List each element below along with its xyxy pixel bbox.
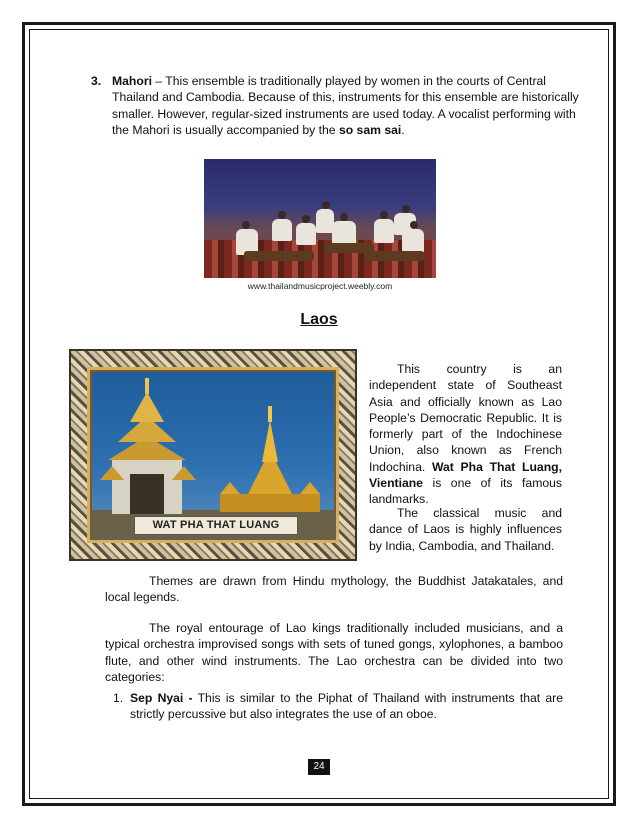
themes-paragraph xyxy=(105,573,563,606)
laos-intro-text2: is one of its famous landmarks. xyxy=(369,476,562,507)
royal-paragraph xyxy=(105,620,563,685)
sep-nyai-term: Sep Nyai - xyxy=(130,691,193,705)
sep-nyai-text: This is similar to the Piphat of Thailand with instruments that are strictly percussive but also integrates the use of an oboe. xyxy=(130,691,563,722)
page-number: 24 xyxy=(308,759,330,775)
mahori-ensemble-photo xyxy=(204,159,436,278)
photo-credit: www.thailandmusicproject.weebly.com xyxy=(247,281,393,291)
laos-music-text: The classical music and dance of Laos is highly influences by India, Cambodia, and Thailand. xyxy=(369,506,562,553)
laos-intro-text: This country is an independent state of Southeast Asia and officially known as Lao People’s Democratic Republic. It is formerly part of the Indochinese Union, also known as French Indochina. xyxy=(369,362,562,474)
themes-text: Themes are drawn from Hindu mythology, the Buddhist Jatakatales, and local legends. xyxy=(105,574,563,605)
mahori-end: . xyxy=(401,122,405,137)
laos-music-paragraph xyxy=(369,505,562,554)
sep-nyai-body xyxy=(130,690,563,723)
mahori-body xyxy=(112,73,582,138)
laos-intro-paragraph xyxy=(369,361,562,508)
item-number: 3. xyxy=(91,74,102,88)
landmark-name: Wat Pha That Luang, Vientiane xyxy=(369,459,562,491)
royal-text: The royal entourage of Lao kings traditionally included musicians, and a typical orchestra improvised songs with sets of tuned gongs, xylophones, a bamboo flute, and other wind instruments. The Lao orchestra can be divided into two categories: xyxy=(105,621,563,684)
mahori-term: Mahori xyxy=(112,74,152,88)
item-number: 1. xyxy=(113,691,124,705)
section-title: Laos xyxy=(300,311,338,328)
so-sam-sai-term: so sam sai xyxy=(338,122,402,137)
mahori-text: – This ensemble is traditionally played by women in the courts of Central Thailand and Cambodia. Because of this, instruments for this ensemble are historically smaller. However, regular-sized instruments are used today. A vocalist performing with the Mahori is usually accompanied by the xyxy=(112,74,579,137)
image-caption-label: WAT PHA THAT LUANG xyxy=(134,516,298,535)
